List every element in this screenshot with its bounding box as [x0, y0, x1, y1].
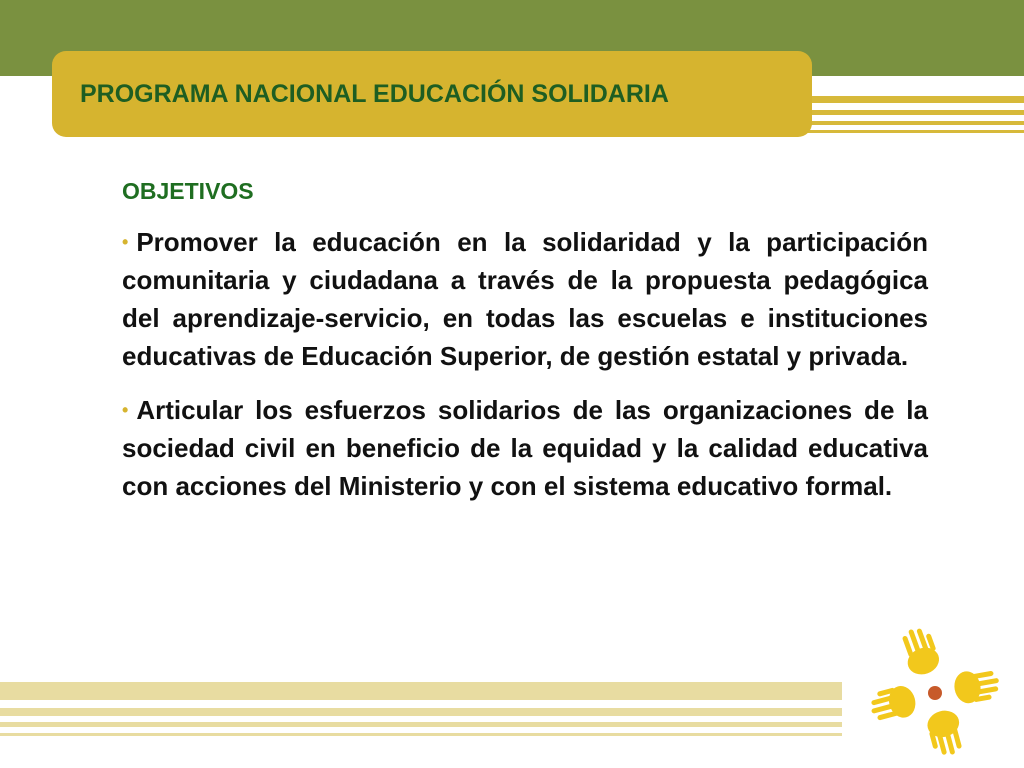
slide-content: [122, 178, 928, 521]
top-right-stripes: [780, 96, 1024, 136]
objective-text-2: Articular los esfuerzos solidarios de las organizaciones de la sociedad civil en beneficio de la equidad y la calidad educativa con acciones del Ministerio y con el sistema educativo formal.: [122, 395, 928, 501]
objective-bullet-2: [122, 391, 928, 505]
objective-text-1: Promover la educación en la solidaridad y la participación comunitaria y ciudadana a través de la propuesta pedagógica del aprendizaje-servicio, en todas las escuelas e instituciones educativas de Educación Superior, de gestión estatal y privada.: [122, 227, 928, 371]
bullet-dot-icon: •: [122, 400, 129, 420]
objective-bullet-1: [122, 223, 928, 375]
objectives-heading: OBJETIVOS: [122, 178, 254, 204]
bottom-stripes: [0, 682, 842, 742]
slide-title: PROGRAMA NACIONAL EDUCACIÓN SOLIDARIA: [80, 79, 669, 108]
yellow-hands-circle-logo-icon: [870, 628, 1000, 758]
title-banner: [52, 51, 812, 137]
bullet-dot-icon: •: [122, 232, 129, 252]
